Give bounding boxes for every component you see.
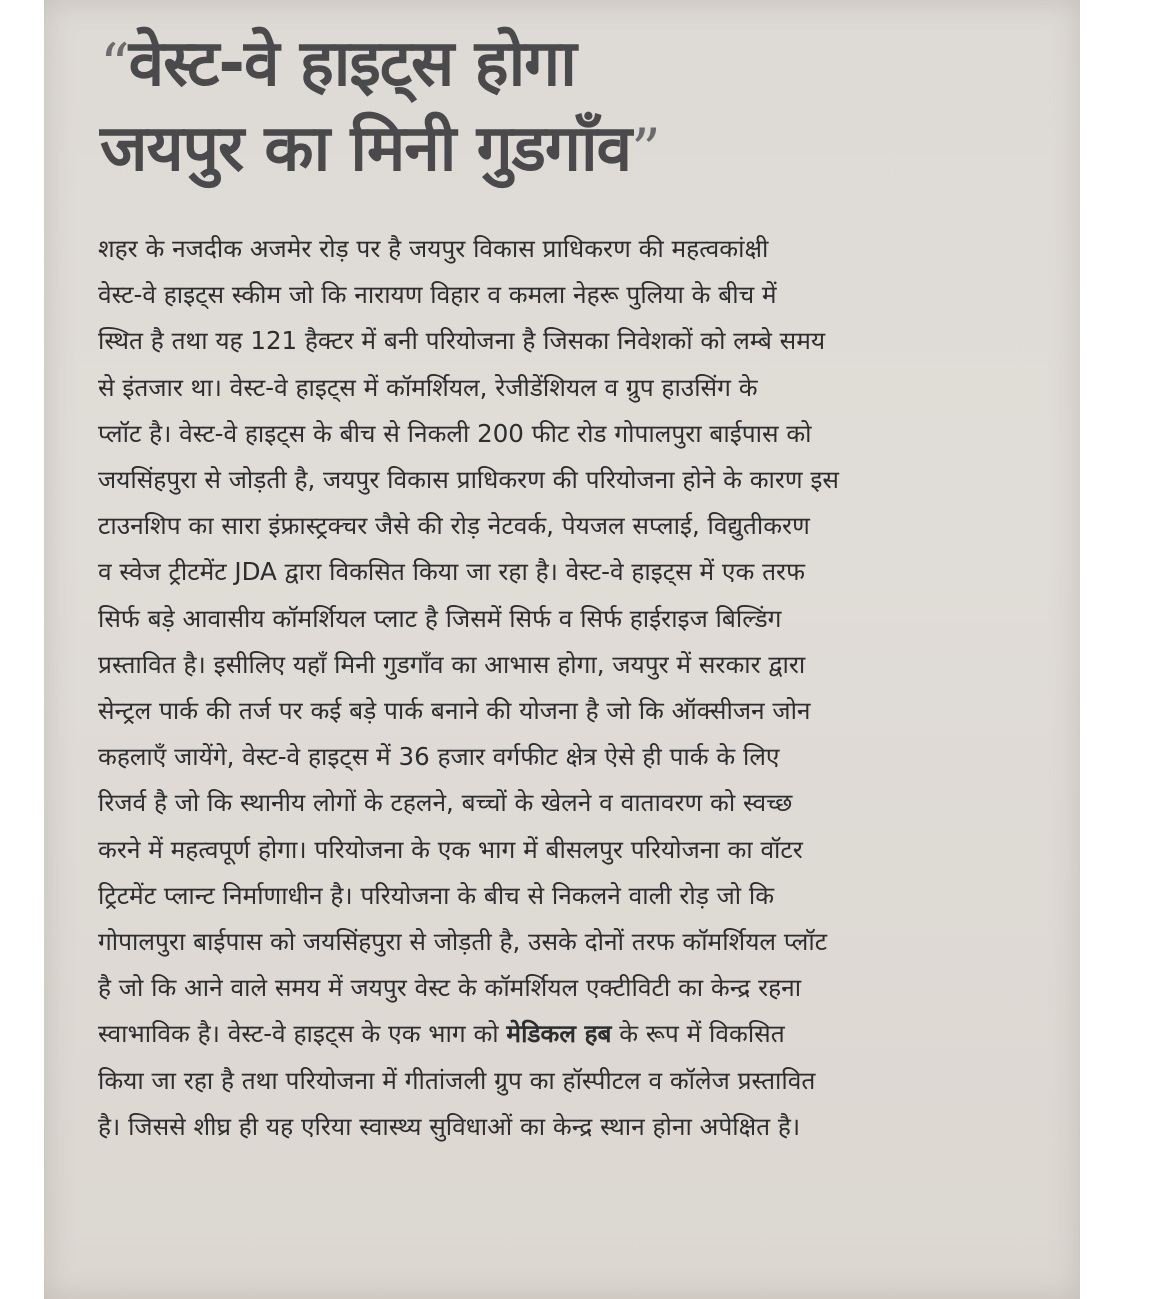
- article-line: जयसिंहपुरा से जोड़ती है, जयपुर विकास प्राधिकरण की परियोजना होने के कारण इस: [98, 465, 839, 495]
- article-line-last: है। जिससे शीघ्र ही यह एरिया स्वास्थ्य सुविधाओं का केन्द्र स्थान होना अपेक्षित है।: [98, 1111, 801, 1141]
- article-line: प्रस्तावित है। इसीलिए यहाँ मिनी गुडगाँव का आभास होगा, जयपुर में सरकार द्वारा: [98, 649, 806, 679]
- article-line: व स्वेज ट्रीटमेंट JDA द्वारा विकसित किया जा रहा है। वेस्ट-वे हाइट्स में एक तरफ: [98, 557, 805, 587]
- article-line: सेन्ट्रल पार्क की तर्ज पर कई बड़े पार्क बनाने की योजना है जो कि ऑक्सीजन जोन: [98, 696, 811, 726]
- article-line: से इंतजार था। वेस्ट-वे हाइट्स में कॉमर्शियल, रेजीडेंशियल व ग्रुप हाउसिंग के: [98, 372, 758, 402]
- open-quote: “: [100, 31, 129, 99]
- article-line: है जो कि आने वाले समय में जयपुर वेस्ट के कॉमर्शियल एक्टीविटी का केन्द्र रहना: [98, 973, 802, 1003]
- headline: [100, 22, 1000, 192]
- article-line: टाउनशिप का सारा इंफ्रास्ट्रक्चर जैसे की रोड़ नेटवर्क, पेयजल सप्लाई, विद्युतीकरण: [98, 511, 810, 541]
- article-line-medical-hub: [98, 1011, 1060, 1057]
- close-quote: ”: [631, 116, 660, 184]
- article-line: ट्रिटमेंट प्लान्ट निर्माणाधीन है। परियोजना के बीच से निकलने वाली रोड़ जो कि: [98, 880, 775, 910]
- headline-line-2: [100, 107, 1000, 192]
- headline-text-1: वेस्ट-वे हाइट्स होगा: [128, 27, 576, 101]
- article-line: सिर्फ बड़े आवासीय कॉमर्शियल प्लाट है जिसमें सिर्फ व सिर्फ हाईराइज बिल्डिंग: [98, 603, 782, 633]
- article-line: स्थित है तथा यह 121 हैक्टर में बनी परियोजना है जिसका निवेशकों को लम्बे समय: [98, 326, 826, 356]
- line-text-before: स्वाभाविक है। वेस्ट-वे हाइट्स के एक भाग को: [98, 1019, 507, 1049]
- article-line: किया जा रहा है तथा परियोजना में गीतांजली ग्रुप का हॉस्पीटल व कॉलेज प्रस्तावित: [98, 1065, 816, 1095]
- headline-text-2: जयपुर का मिनी गुडगाँव: [100, 112, 632, 186]
- article-line: प्लॉट है। वेस्ट-वे हाइट्स के बीच से निकली 200 फीट रोड गोपालपुरा बाईपास को: [98, 418, 812, 448]
- article-line: रिजर्व है जो कि स्थानीय लोगों के टहलने, बच्चों के खेलने व वातावरण को स्वच्छ: [98, 788, 793, 818]
- article-line: गोपालपुरा बाईपास को जयसिंहपुरा से जोड़ती है, उसके दोनों तरफ कॉमर्शियल प्लॉट: [98, 927, 828, 957]
- headline-line-1: [100, 22, 1000, 107]
- article-line: कहलाएँ जायेंगे, वेस्ट-वे हाइट्स में 36 हजार वर्गफीट क्षेत्र ऐसे ही पार्क के लिए: [98, 742, 780, 772]
- line-text-after: के रूप में विकसित: [611, 1019, 785, 1049]
- article-line: शहर के नजदीक अजमेर रोड़ पर है जयपुर विकास प्राधिकरण की महत्वकांक्षी: [98, 234, 769, 263]
- article-line: वेस्ट-वे हाइट्स स्कीम जो कि नारायण विहार व कमला नेहरू पुलिया के बीच में: [98, 280, 777, 310]
- article-body: [98, 226, 1060, 1150]
- medical-hub-bold: मेडिकल हब: [506, 1019, 612, 1049]
- article-line: करने में महत्वपूर्ण होगा। परियोजना के एक भाग में बीसलपुर परियोजना का वॉटर: [98, 834, 803, 864]
- newspaper-clipping: [44, 0, 1080, 1299]
